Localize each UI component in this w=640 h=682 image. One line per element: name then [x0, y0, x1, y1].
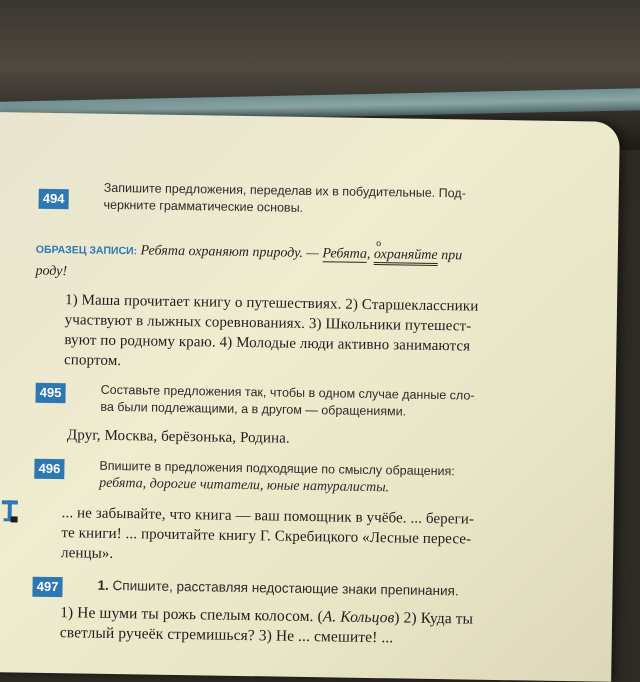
sample-sentence: Ребята охраняют природу. — [140, 243, 323, 262]
sample-record [35, 238, 616, 292]
sentence-line: спортом. [63, 352, 122, 370]
instruction-line: Запишите предложения, переделав их в побудительные. Под- [103, 180, 466, 201]
sample-comma: , [366, 246, 375, 263]
exercise-number-497: 497 [32, 577, 62, 597]
sentence-line: вуют по родному краю. 4) Молодые люди активно занимаются [64, 332, 471, 355]
task-number: 1. [97, 577, 109, 593]
sample-subject: Ребята [322, 246, 368, 262]
sentence-part: 1) Не шуми ты рожь спелым колосом. ( [60, 604, 323, 626]
instruction-line: черкните грамматические основы. [103, 197, 304, 215]
sentence-line: участвуют в лыжных соревнованиях. 3) Школьники путешест- [64, 312, 472, 335]
exercise-496-instruction [99, 458, 599, 500]
instruction-line: ребята, дорогие читатели, юные натуралисты. [99, 475, 390, 496]
author-name: А. Кольцов [322, 608, 395, 627]
exercise-497-instruction [97, 577, 619, 602]
exercise-497-sentences [60, 603, 620, 652]
exercise-number-495: 495 [35, 383, 65, 403]
exercise-495-words: Друг, Москва, берёзонька, Родина. [66, 427, 290, 447]
instruction-line: Впишите в предложения подходящие по смыслу обращения: [99, 458, 455, 479]
exercise-494-sentences [64, 290, 605, 378]
vocative-mark: о [376, 238, 382, 250]
sentence-line: те книги! ... прочитайте книгу Г. Скребицкого «Лесные пересе- [61, 525, 472, 548]
exercise-number-496: 496 [34, 459, 64, 479]
instruction-line: ва были подлежащими, а в другом — обращениями. [100, 399, 407, 419]
instruction-text: Спишите, расставляя недостающие знаки препинания. [112, 577, 459, 599]
sample-line-2: роду! [35, 263, 68, 280]
sample-tail: при [437, 248, 463, 264]
textbook-page [0, 112, 620, 682]
sentence-line: светлый ручеёк стремишься? 3) Не ... смешите! ... [59, 624, 394, 647]
sentence-line: 1) Маша прочитает книгу о путешествиях. 2) Старшеклассники [64, 292, 479, 315]
exercise-495-instruction [100, 382, 600, 424]
instruction-line: Составьте предложения так, чтобы в одном случае данные сло- [100, 382, 475, 403]
sentence-line: ... не забывайте, что книга — ваш помощник в учёбе. ... береги- [61, 505, 475, 528]
exercise-number-494: 494 [38, 189, 68, 209]
exercise-494-instruction [103, 180, 603, 222]
sample-predicate-word: охраняйте [373, 247, 438, 264]
sentence-line: ленцы». [60, 545, 114, 562]
sample-predicate [373, 238, 438, 266]
exercise-496-sentences [61, 503, 607, 572]
theory-icon [0, 498, 20, 524]
sample-label: ОБРАЗЕЦ ЗАПИСИ: [35, 243, 138, 258]
sentence-part: ) 2) Куда ты [394, 609, 474, 628]
